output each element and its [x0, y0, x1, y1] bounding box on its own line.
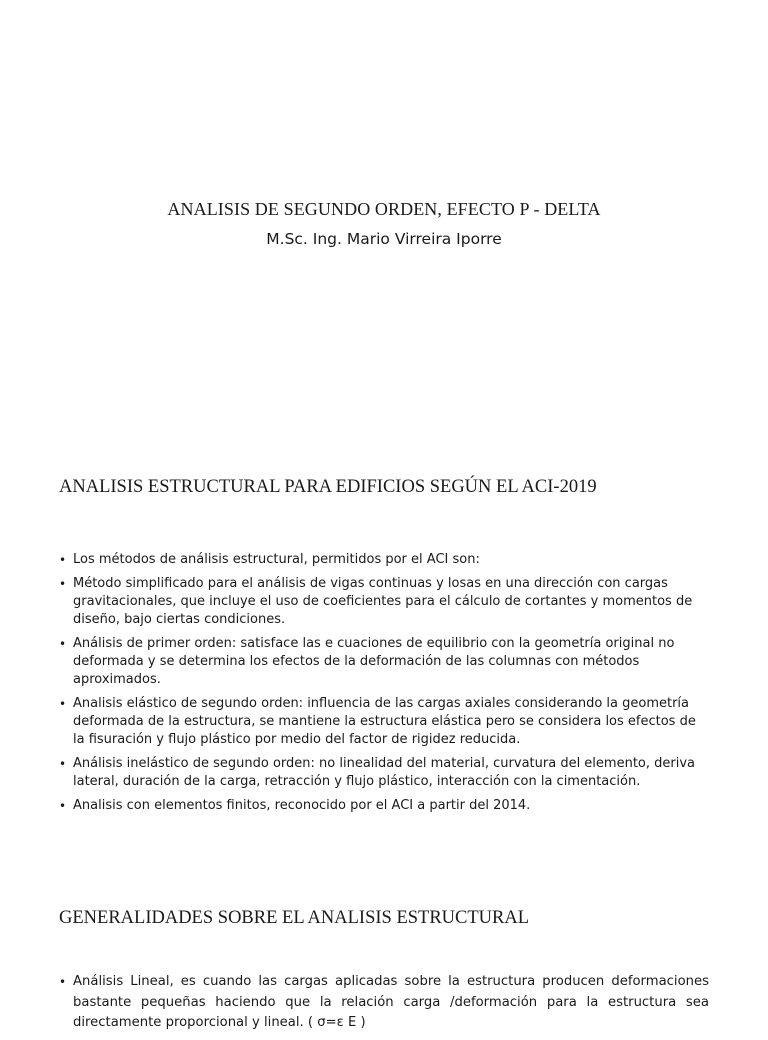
bullet-list-aci — [59, 551, 707, 821]
bullet-list-generalidades — [59, 972, 709, 1040]
document-author: M.Sc. Ing. Mario Virreira Iporre — [266, 230, 502, 248]
bullet-icon: • — [59, 757, 67, 771]
bullet-icon: • — [59, 975, 67, 989]
list-item — [59, 797, 707, 815]
bullet-icon: • — [59, 799, 67, 813]
list-item-text: Método simplificado para el análisis de vigas continuas y losas en una dirección con cargas gravitacionales, que incluye el uso de coeficientes para el cálculo de cortantes y momentos de diseño, bajo ciertas condiciones. — [73, 576, 693, 627]
bullet-icon: • — [59, 577, 67, 591]
title-block — [0, 198, 768, 249]
bullet-icon: • — [59, 637, 67, 651]
list-item — [59, 755, 707, 791]
list-item — [59, 695, 707, 749]
list-item — [59, 635, 707, 689]
bullet-icon: • — [59, 697, 67, 711]
list-item-text: Análisis Lineal, es cuando las cargas aplicadas sobre la estructura producen deformaciones bastante pequeñas haciendo que la relación carga /deformación para la estructura sea directamente proporcional y lineal. ( σ=ε E ) — [73, 974, 709, 1030]
list-item-text: Analisis con elementos finitos, reconocido por el ACI a partir del 2014. — [73, 798, 531, 813]
list-item-text: Análisis inelástico de segundo orden: no linealidad del material, curvatura del elemento, deriva lateral, duración de la carga, retracción y flujo plástico, interacción con la cimentación. — [73, 756, 696, 789]
document-title: ANALISIS DE SEGUNDO ORDEN, EFECTO P - DELTA — [167, 199, 601, 219]
section-heading-generalidades: GENERALIDADES SOBRE EL ANALISIS ESTRUCTURAL — [59, 908, 530, 928]
list-item-text: Analisis elástico de segundo orden: influencia de las cargas axiales considerando la geometría deformada de la estructura, se mantiene la estructura elástica pero se considera los efectos de la fisuración y flujo plástico por medio del factor de rigidez reducida. — [73, 696, 696, 747]
list-item-text: Los métodos de análisis estructural, permitidos por el ACI son: — [73, 552, 480, 567]
bullet-icon: • — [59, 553, 67, 567]
list-item-text: Análisis de primer orden: satisface las e cuaciones de equilibrio con la geometría original no deformada y se determina los efectos de la deformación de las columnas con métodos aproximados. — [73, 636, 675, 687]
section-heading-aci: ANALISIS ESTRUCTURAL PARA EDIFICIOS SEGÚN EL ACI-2019 — [59, 477, 597, 497]
list-item — [59, 551, 707, 569]
list-item — [59, 575, 707, 629]
list-item — [59, 972, 709, 1034]
